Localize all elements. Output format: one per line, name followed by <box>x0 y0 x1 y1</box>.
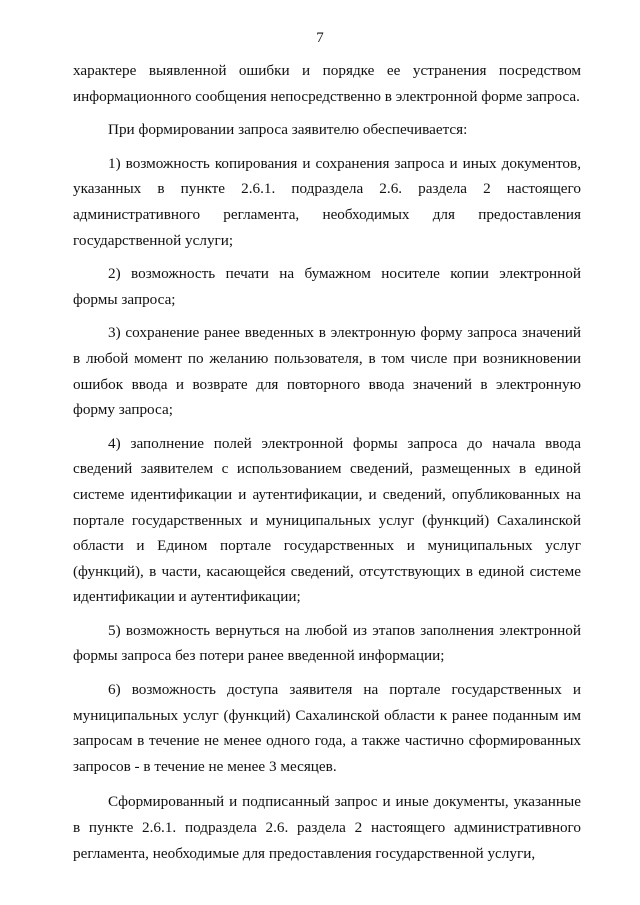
paragraph-intro: При формировании запроса заявителю обеспечивается: <box>108 121 468 139</box>
page-number: 7 <box>316 30 324 46</box>
paragraph-item-2: 2) возможность печати на бумажном носителе копии электронной формы запроса; <box>73 265 581 308</box>
paragraph-continuation: характере выявленной ошибки и порядке ее устранения посредством информационного сообщения непосредственно в электронной форме запроса. <box>73 62 581 105</box>
paragraph-item-3: 3) сохранение ранее введенных в электронную форму запроса значений в любой момент по желанию пользователя, в том числе при возникновении ошибок ввода и возврате для повторного ввода значений в электронную форму запроса; <box>73 324 581 419</box>
document-body <box>73 58 581 866</box>
paragraph-item-4: 4) заполнение полей электронной формы запроса до начала ввода сведений заявителем с использованием сведений, размещенных в единой системе идентификации и аутентификации, и сведений, опубликованных на портале государственных и муниципальных услуг (функций) Сахалинской области и Едином портале государственных и муниципальных услуг (функций), в части, касающейся сведений, отсутствующих в единой системе идентификации и аутентификации; <box>73 434 581 606</box>
paragraph-final: Сформированный и подписанный запрос и иные документы, указанные в пункте 2.6.1. подраздела 2.6. раздела 2 настоящего административного регламента, необходимые для предоставления государственной услуги, <box>73 793 581 862</box>
paragraph-item-1: 1) возможность копирования и сохранения запроса и иных документов, указанных в пункте 2.6.1. подраздела 2.6. раздела 2 настоящего административного регламента, необходимых для предоставления государственной услуги; <box>73 154 581 249</box>
paragraph-item-5: 5) возможность вернуться на любой из этапов заполнения электронной формы запроса без потери ранее введенной информации; <box>73 621 581 665</box>
paragraph-item-6: 6) возможность доступа заявителя на портале государственных и муниципальных услуг (функций) Сахалинской области к ранее поданным им запросам в течение не менее одного года, а также частично сформированных запросов - в течение не менее 3 месяцев. <box>73 681 581 775</box>
